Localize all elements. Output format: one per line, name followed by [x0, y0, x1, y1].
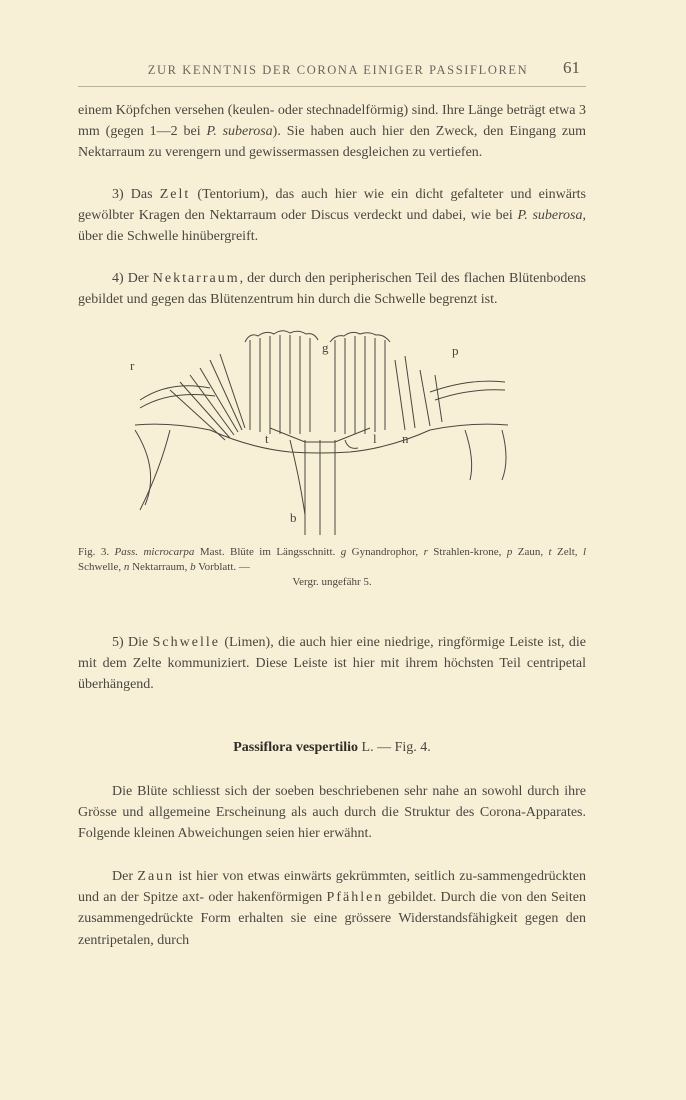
- caption-n: n: [123, 561, 130, 573]
- caption-species: Pass. microcarpa: [114, 546, 195, 558]
- fig-label-l: l: [373, 431, 377, 446]
- fig-stroke: [405, 356, 415, 428]
- fig-stroke: [170, 390, 225, 440]
- fig-stroke: [420, 370, 430, 426]
- fig-stroke: [435, 390, 505, 400]
- fig-stroke: [135, 430, 151, 505]
- caption-text: Nektarraum,: [129, 561, 191, 573]
- p6-text-a: ist hier von etwas einwärts gekrümmten, seitlich zu-sammengedrückten und an der Spitze axt- oder hakenförmigen: [78, 869, 586, 906]
- paragraph-3: [78, 268, 586, 310]
- p2-text-a: (Tentorium), das auch hier wie ein dicht gefalteter und einwärts gewölbter Kragen den Nektarraum oder Discus verdeckt und dabei, wie bei: [78, 187, 587, 224]
- fig-label-p: p: [452, 343, 459, 358]
- p3-term: Nektarraum: [152, 271, 240, 286]
- caption-r: r: [423, 546, 428, 558]
- p2-text-c: , über die Schwelle hinübergreift.: [78, 208, 586, 245]
- caption-l: l: [582, 546, 586, 558]
- p3-number: 4) Der: [112, 271, 153, 286]
- page-number: 61: [563, 58, 580, 77]
- fig-stroke: [140, 430, 170, 510]
- caption-text: Mast. Blüte im Längsschnitt.: [194, 546, 341, 558]
- running-header: ZUR KENNTNIS DER CORONA EINIGER PASSIFLOREN: [147, 63, 529, 77]
- figure-caption: [78, 545, 586, 590]
- fig-stroke: [502, 430, 506, 480]
- caption-text: Zelt,: [551, 546, 583, 558]
- paragraph-6: [78, 866, 586, 951]
- p6-term: Zaun: [137, 869, 175, 884]
- fig-stroke: [135, 424, 508, 453]
- paragraph-1: [78, 100, 586, 164]
- p4-number: 5) Die: [112, 635, 153, 650]
- fig-stroke: [330, 332, 390, 342]
- fig-label-r: r: [130, 358, 135, 373]
- fig-stroke: [290, 440, 305, 515]
- fig-stroke: [395, 360, 405, 430]
- caption-text: Zaun,: [512, 546, 549, 558]
- caption-text: Schwelle,: [78, 561, 124, 573]
- paragraph-5: [78, 781, 586, 845]
- p3-text-a: , der durch den peripherischen Teil des flachen Blütenbodens gebildet und gegen das Blütenzentrum hin durch die Schwelle begrenzt ist.: [78, 271, 586, 308]
- caption-t: t: [548, 546, 552, 558]
- heading-species: Passiflora vespertilio: [233, 740, 359, 755]
- caption-magnification: Vergr. ungefähr 5.: [292, 576, 372, 588]
- fig-label-t: t: [265, 431, 269, 446]
- paragraph-4: [78, 632, 586, 696]
- p6-term-2: Pfählen: [326, 890, 384, 906]
- p4-text-a: (Limen), die auch hier eine niedrige, ringförmige Leiste ist, die mit dem Zelte kommuniziert. Diese Leiste ist hier mit ihrem höchsten Teil centripetal überhängend.: [78, 635, 586, 693]
- caption-text: Vorblatt. —: [195, 561, 250, 573]
- fig-stroke: [180, 382, 230, 438]
- fig-stroke: [345, 440, 358, 448]
- caption-p: p: [506, 546, 513, 558]
- flower-section-figure: [130, 330, 510, 540]
- fig-label-b: b: [290, 510, 297, 525]
- fig-label-g: g: [322, 340, 329, 355]
- p2-number: 3) Das: [112, 187, 160, 202]
- p2-species: P. suberosa: [517, 208, 583, 224]
- p5-text: Die Blüte schliesst sich der soeben beschriebenen sehr nahe an sowohl durch ihre Grösse und allgemeine Erscheinung als auch durch die Struktur des Corona-Apparates. Folgende kleinen Abweichungen seien hier erwähnt.: [78, 784, 586, 842]
- p2-term: Zelt: [159, 187, 191, 202]
- paragraph-2: [78, 184, 586, 248]
- section-heading: [78, 740, 586, 756]
- p1-text-a: einem Köpfchen versehen (keulen- oder stechnadelförmig) sind. Ihre Länge beträgt etwa 3 mm (gegen 1—2 bei: [78, 103, 586, 140]
- fig-stroke: [245, 331, 318, 342]
- p1-species: P. suberosa: [206, 124, 273, 140]
- caption-text: Gynandrophor,: [346, 546, 424, 558]
- fig-stroke: [190, 375, 234, 435]
- heading-rest: L. — Fig. 4.: [358, 740, 431, 755]
- caption-g: g: [340, 546, 347, 558]
- p1-text-c: ). Sie haben auch hier den Zweck, den Eingang zum Nektarraum zu verengern und gewissermassen desgleichen zu vertiefen.: [78, 124, 586, 161]
- caption-b: b: [190, 561, 196, 573]
- caption-text: Strahlen-krone,: [427, 546, 507, 558]
- p6-number: Der: [112, 869, 138, 884]
- caption-fig: Fig. 3.: [78, 546, 115, 558]
- fig-stroke: [465, 430, 472, 480]
- header-rule: [78, 86, 586, 87]
- p6-text-b: gebildet. Durch die von den Seiten zusammengedrückte Form erhalten sie eine grössere Widerstandsfähigkeit gegen den zentripetalen, durch: [78, 890, 586, 948]
- p4-term: Schwelle: [152, 635, 220, 650]
- fig-label-n: n: [402, 431, 409, 446]
- fig-stroke: [430, 381, 505, 392]
